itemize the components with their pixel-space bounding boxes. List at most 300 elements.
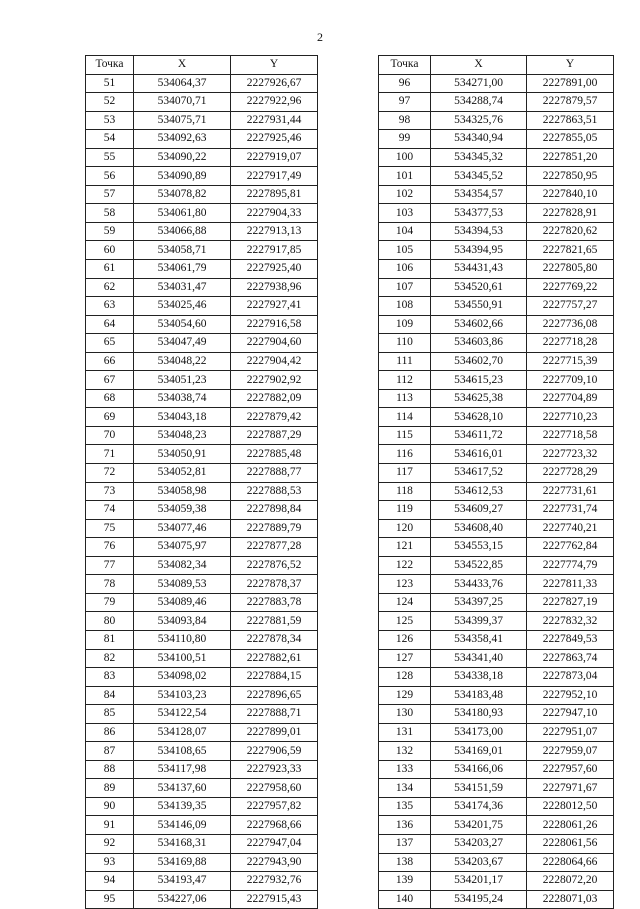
point-number-cell: 140 <box>379 890 431 909</box>
point-number-cell: 110 <box>379 334 431 353</box>
table-row <box>379 575 614 594</box>
y-coordinate-cell: 2227889,79 <box>231 519 318 538</box>
table-row <box>86 260 318 279</box>
x-coordinate-cell: 534625,38 <box>431 389 527 408</box>
point-number-cell: 80 <box>86 612 134 631</box>
x-coordinate-cell: 534611,72 <box>431 426 527 445</box>
x-coordinate-cell: 534031,47 <box>134 278 231 297</box>
x-coordinate-cell: 534108,65 <box>134 742 231 761</box>
table-row <box>86 111 318 130</box>
x-coordinate-cell: 534394,95 <box>431 241 527 260</box>
table-row <box>379 668 614 687</box>
point-number-cell: 124 <box>379 593 431 612</box>
column-header-x: X <box>431 56 527 75</box>
x-coordinate-cell: 534058,71 <box>134 241 231 260</box>
y-coordinate-cell: 2227943,90 <box>231 853 318 872</box>
point-number-cell: 59 <box>86 222 134 241</box>
y-coordinate-cell: 2227877,28 <box>231 538 318 557</box>
x-coordinate-cell: 534550,91 <box>431 297 527 316</box>
point-number-cell: 79 <box>86 593 134 612</box>
y-coordinate-cell: 2227938,96 <box>231 278 318 297</box>
x-coordinate-cell: 534431,43 <box>431 260 527 279</box>
y-coordinate-cell: 2227828,91 <box>527 204 614 223</box>
x-coordinate-cell: 534340,94 <box>431 130 527 149</box>
point-number-cell: 55 <box>86 148 134 167</box>
x-coordinate-cell: 534089,46 <box>134 593 231 612</box>
y-coordinate-cell: 2227888,71 <box>231 705 318 724</box>
table-header-row <box>86 56 318 75</box>
y-coordinate-cell: 2227932,76 <box>231 872 318 891</box>
y-coordinate-cell: 2227757,27 <box>527 297 614 316</box>
table-row <box>86 389 318 408</box>
table-row <box>379 74 614 93</box>
y-coordinate-cell: 2227731,61 <box>527 482 614 501</box>
table-row <box>86 705 318 724</box>
table-row <box>86 297 318 316</box>
y-coordinate-cell: 2227827,19 <box>527 593 614 612</box>
point-number-cell: 121 <box>379 538 431 557</box>
table-row <box>86 501 318 520</box>
table-row <box>379 185 614 204</box>
point-number-cell: 93 <box>86 853 134 872</box>
table-row <box>86 408 318 427</box>
table-row <box>86 538 318 557</box>
table-row <box>379 816 614 835</box>
y-coordinate-cell: 2227952,10 <box>527 686 614 705</box>
y-coordinate-cell: 2228071,03 <box>527 890 614 909</box>
point-number-cell: 54 <box>86 130 134 149</box>
table-row <box>86 445 318 464</box>
table-row <box>379 538 614 557</box>
table-row <box>379 222 614 241</box>
x-coordinate-cell: 534166,06 <box>431 760 527 779</box>
point-number-cell: 132 <box>379 742 431 761</box>
point-number-cell: 127 <box>379 649 431 668</box>
y-coordinate-cell: 2227878,37 <box>231 575 318 594</box>
table-row <box>379 408 614 427</box>
x-coordinate-cell: 534338,18 <box>431 668 527 687</box>
table-row <box>86 204 318 223</box>
x-coordinate-cell: 534051,23 <box>134 371 231 390</box>
y-coordinate-cell: 2227728,29 <box>527 464 614 483</box>
y-coordinate-cell: 2227805,80 <box>527 260 614 279</box>
y-coordinate-cell: 2227896,65 <box>231 686 318 705</box>
column-header-point: Точка <box>379 56 431 75</box>
table-header-row <box>379 56 614 75</box>
table-row <box>379 519 614 538</box>
table-row <box>86 278 318 297</box>
x-coordinate-cell: 534602,66 <box>431 315 527 334</box>
y-coordinate-cell: 2227774,79 <box>527 556 614 575</box>
y-coordinate-cell: 2227923,33 <box>231 760 318 779</box>
table-row <box>379 872 614 891</box>
x-coordinate-cell: 534271,00 <box>431 74 527 93</box>
table-row <box>379 389 614 408</box>
y-coordinate-cell: 2227876,52 <box>231 556 318 575</box>
table-row <box>379 779 614 798</box>
x-coordinate-cell: 534433,76 <box>431 575 527 594</box>
x-coordinate-cell: 534603,86 <box>431 334 527 353</box>
x-coordinate-cell: 534203,67 <box>431 853 527 872</box>
x-coordinate-cell: 534628,10 <box>431 408 527 427</box>
x-coordinate-cell: 534195,24 <box>431 890 527 909</box>
x-coordinate-cell: 534090,22 <box>134 148 231 167</box>
x-coordinate-cell: 534122,54 <box>134 705 231 724</box>
table-row <box>379 297 614 316</box>
y-coordinate-cell: 2227898,84 <box>231 501 318 520</box>
column-header-y: Y <box>527 56 614 75</box>
y-coordinate-cell: 2227957,82 <box>231 797 318 816</box>
y-coordinate-cell: 2227887,29 <box>231 426 318 445</box>
table-row <box>379 834 614 853</box>
table-row <box>379 482 614 501</box>
x-coordinate-cell: 534025,46 <box>134 297 231 316</box>
table-row <box>379 426 614 445</box>
y-coordinate-cell: 2227891,00 <box>527 74 614 93</box>
y-coordinate-cell: 2227883,78 <box>231 593 318 612</box>
point-number-cell: 78 <box>86 575 134 594</box>
table-row <box>86 464 318 483</box>
table-row <box>379 130 614 149</box>
point-number-cell: 131 <box>379 723 431 742</box>
y-coordinate-cell: 2227947,04 <box>231 834 318 853</box>
point-number-cell: 62 <box>86 278 134 297</box>
point-number-cell: 128 <box>379 668 431 687</box>
y-coordinate-cell: 2227849,53 <box>527 630 614 649</box>
point-number-cell: 126 <box>379 630 431 649</box>
table-row <box>86 241 318 260</box>
x-coordinate-cell: 534180,93 <box>431 705 527 724</box>
table-row <box>86 742 318 761</box>
x-coordinate-cell: 534139,35 <box>134 797 231 816</box>
y-coordinate-cell: 2227922,96 <box>231 93 318 112</box>
y-coordinate-cell: 2227840,10 <box>527 185 614 204</box>
table-row <box>86 760 318 779</box>
y-coordinate-cell: 2227718,58 <box>527 426 614 445</box>
x-coordinate-cell: 534151,59 <box>431 779 527 798</box>
point-number-cell: 116 <box>379 445 431 464</box>
point-number-cell: 82 <box>86 649 134 668</box>
point-number-cell: 61 <box>86 260 134 279</box>
x-coordinate-cell: 534117,98 <box>134 760 231 779</box>
y-coordinate-cell: 2227704,89 <box>527 389 614 408</box>
point-number-cell: 117 <box>379 464 431 483</box>
point-number-cell: 83 <box>86 668 134 687</box>
x-coordinate-cell: 534227,06 <box>134 890 231 909</box>
x-coordinate-cell: 534201,75 <box>431 816 527 835</box>
x-coordinate-cell: 534092,63 <box>134 130 231 149</box>
table-row <box>86 630 318 649</box>
y-coordinate-cell: 2227917,49 <box>231 167 318 186</box>
y-coordinate-cell: 2227931,44 <box>231 111 318 130</box>
y-coordinate-cell: 2227904,42 <box>231 352 318 371</box>
x-coordinate-cell: 534058,98 <box>134 482 231 501</box>
table-row <box>86 593 318 612</box>
x-coordinate-cell: 534089,53 <box>134 575 231 594</box>
x-coordinate-cell: 534354,57 <box>431 185 527 204</box>
point-number-cell: 58 <box>86 204 134 223</box>
x-coordinate-cell: 534146,09 <box>134 816 231 835</box>
point-number-cell: 118 <box>379 482 431 501</box>
x-coordinate-cell: 534612,53 <box>431 482 527 501</box>
table-row <box>86 334 318 353</box>
table-row <box>379 890 614 909</box>
point-number-cell: 120 <box>379 519 431 538</box>
point-number-cell: 89 <box>86 779 134 798</box>
table-row <box>379 630 614 649</box>
y-coordinate-cell: 2227906,59 <box>231 742 318 761</box>
table-row <box>379 612 614 631</box>
table-row <box>86 148 318 167</box>
x-coordinate-cell: 534090,89 <box>134 167 231 186</box>
y-coordinate-cell: 2227899,01 <box>231 723 318 742</box>
point-number-cell: 123 <box>379 575 431 594</box>
point-number-cell: 90 <box>86 797 134 816</box>
coordinates-table-left <box>85 55 318 909</box>
table-row <box>379 167 614 186</box>
y-coordinate-cell: 2227832,32 <box>527 612 614 631</box>
y-coordinate-cell: 2228061,26 <box>527 816 614 835</box>
y-coordinate-cell: 2227769,22 <box>527 278 614 297</box>
x-coordinate-cell: 534358,41 <box>431 630 527 649</box>
point-number-cell: 94 <box>86 872 134 891</box>
table-row <box>379 760 614 779</box>
y-coordinate-cell: 2228061,56 <box>527 834 614 853</box>
point-number-cell: 91 <box>86 816 134 835</box>
table-row <box>379 111 614 130</box>
table-row <box>86 890 318 909</box>
point-number-cell: 136 <box>379 816 431 835</box>
table-row <box>379 278 614 297</box>
x-coordinate-cell: 534043,18 <box>134 408 231 427</box>
table-row <box>379 464 614 483</box>
x-coordinate-cell: 534137,60 <box>134 779 231 798</box>
point-number-cell: 95 <box>86 890 134 909</box>
table-row <box>379 371 614 390</box>
table-row <box>86 74 318 93</box>
y-coordinate-cell: 2227959,07 <box>527 742 614 761</box>
y-coordinate-cell: 2227710,23 <box>527 408 614 427</box>
point-number-cell: 53 <box>86 111 134 130</box>
x-coordinate-cell: 534059,38 <box>134 501 231 520</box>
x-coordinate-cell: 534064,37 <box>134 74 231 93</box>
point-number-cell: 108 <box>379 297 431 316</box>
x-coordinate-cell: 534168,31 <box>134 834 231 853</box>
x-coordinate-cell: 534608,40 <box>431 519 527 538</box>
point-number-cell: 75 <box>86 519 134 538</box>
y-coordinate-cell: 2227925,40 <box>231 260 318 279</box>
x-coordinate-cell: 534093,84 <box>134 612 231 631</box>
point-number-cell: 65 <box>86 334 134 353</box>
point-number-cell: 69 <box>86 408 134 427</box>
point-number-cell: 130 <box>379 705 431 724</box>
x-coordinate-cell: 534602,70 <box>431 352 527 371</box>
y-coordinate-cell: 2227821,65 <box>527 241 614 260</box>
table-row <box>86 352 318 371</box>
y-coordinate-cell: 2227811,33 <box>527 575 614 594</box>
y-coordinate-cell: 2227904,33 <box>231 204 318 223</box>
table-row <box>86 612 318 631</box>
table-row <box>86 426 318 445</box>
x-coordinate-cell: 534110,80 <box>134 630 231 649</box>
table-row <box>86 779 318 798</box>
y-coordinate-cell: 2227919,07 <box>231 148 318 167</box>
y-coordinate-cell: 2227888,53 <box>231 482 318 501</box>
point-number-cell: 109 <box>379 315 431 334</box>
x-coordinate-cell: 534399,37 <box>431 612 527 631</box>
y-coordinate-cell: 2227915,43 <box>231 890 318 909</box>
x-coordinate-cell: 534397,25 <box>431 593 527 612</box>
y-coordinate-cell: 2227731,74 <box>527 501 614 520</box>
x-coordinate-cell: 534288,74 <box>431 93 527 112</box>
point-number-cell: 106 <box>379 260 431 279</box>
y-coordinate-cell: 2227879,57 <box>527 93 614 112</box>
x-coordinate-cell: 534615,23 <box>431 371 527 390</box>
point-number-cell: 60 <box>86 241 134 260</box>
y-coordinate-cell: 2227925,46 <box>231 130 318 149</box>
point-number-cell: 51 <box>86 74 134 93</box>
point-number-cell: 133 <box>379 760 431 779</box>
point-number-cell: 74 <box>86 501 134 520</box>
y-coordinate-cell: 2227916,58 <box>231 315 318 334</box>
y-coordinate-cell: 2227882,61 <box>231 649 318 668</box>
table-body <box>379 74 614 909</box>
y-coordinate-cell: 2227863,74 <box>527 649 614 668</box>
x-coordinate-cell: 534075,97 <box>134 538 231 557</box>
table-row <box>86 834 318 853</box>
x-coordinate-cell: 534048,23 <box>134 426 231 445</box>
x-coordinate-cell: 534038,74 <box>134 389 231 408</box>
point-number-cell: 88 <box>86 760 134 779</box>
point-number-cell: 87 <box>86 742 134 761</box>
column-header-point: Точка <box>86 56 134 75</box>
point-number-cell: 86 <box>86 723 134 742</box>
x-coordinate-cell: 534325,76 <box>431 111 527 130</box>
table-row <box>379 853 614 872</box>
x-coordinate-cell: 534394,53 <box>431 222 527 241</box>
x-coordinate-cell: 534609,27 <box>431 501 527 520</box>
y-coordinate-cell: 2227762,84 <box>527 538 614 557</box>
table-row <box>86 575 318 594</box>
table-row <box>86 872 318 891</box>
x-coordinate-cell: 534054,60 <box>134 315 231 334</box>
point-number-cell: 81 <box>86 630 134 649</box>
point-number-cell: 134 <box>379 779 431 798</box>
column-header-x: X <box>134 56 231 75</box>
x-coordinate-cell: 534047,49 <box>134 334 231 353</box>
point-number-cell: 122 <box>379 556 431 575</box>
table-row <box>379 705 614 724</box>
y-coordinate-cell: 2227740,21 <box>527 519 614 538</box>
table-row <box>379 649 614 668</box>
table-row <box>86 371 318 390</box>
table-row <box>86 649 318 668</box>
y-coordinate-cell: 2227863,51 <box>527 111 614 130</box>
point-number-cell: 135 <box>379 797 431 816</box>
point-number-cell: 112 <box>379 371 431 390</box>
point-number-cell: 101 <box>379 167 431 186</box>
table-row <box>379 315 614 334</box>
table-row <box>379 241 614 260</box>
y-coordinate-cell: 2227904,60 <box>231 334 318 353</box>
y-coordinate-cell: 2227718,28 <box>527 334 614 353</box>
x-coordinate-cell: 534098,02 <box>134 668 231 687</box>
table-row <box>379 445 614 464</box>
point-number-cell: 63 <box>86 297 134 316</box>
point-number-cell: 137 <box>379 834 431 853</box>
x-coordinate-cell: 534048,22 <box>134 352 231 371</box>
x-coordinate-cell: 534061,80 <box>134 204 231 223</box>
x-coordinate-cell: 534169,88 <box>134 853 231 872</box>
x-coordinate-cell: 534078,82 <box>134 185 231 204</box>
x-coordinate-cell: 534075,71 <box>134 111 231 130</box>
table-row <box>379 686 614 705</box>
y-coordinate-cell: 2227947,10 <box>527 705 614 724</box>
point-number-cell: 56 <box>86 167 134 186</box>
y-coordinate-cell: 2228072,20 <box>527 872 614 891</box>
point-number-cell: 129 <box>379 686 431 705</box>
table-row <box>86 668 318 687</box>
table-row <box>379 204 614 223</box>
y-coordinate-cell: 2227879,42 <box>231 408 318 427</box>
x-coordinate-cell: 534103,23 <box>134 686 231 705</box>
x-coordinate-cell: 534345,52 <box>431 167 527 186</box>
y-coordinate-cell: 2227723,32 <box>527 445 614 464</box>
point-number-cell: 67 <box>86 371 134 390</box>
x-coordinate-cell: 534377,53 <box>431 204 527 223</box>
table-row <box>379 742 614 761</box>
x-coordinate-cell: 534520,61 <box>431 278 527 297</box>
x-coordinate-cell: 534553,15 <box>431 538 527 557</box>
point-number-cell: 104 <box>379 222 431 241</box>
y-coordinate-cell: 2227881,59 <box>231 612 318 631</box>
y-coordinate-cell: 2227958,60 <box>231 779 318 798</box>
point-number-cell: 64 <box>86 315 134 334</box>
point-number-cell: 100 <box>379 148 431 167</box>
point-number-cell: 66 <box>86 352 134 371</box>
point-number-cell: 138 <box>379 853 431 872</box>
y-coordinate-cell: 2227873,04 <box>527 668 614 687</box>
table-row <box>86 853 318 872</box>
x-coordinate-cell: 534345,32 <box>431 148 527 167</box>
table-row <box>86 723 318 742</box>
y-coordinate-cell: 2228012,50 <box>527 797 614 816</box>
x-coordinate-cell: 534100,51 <box>134 649 231 668</box>
table-row <box>379 260 614 279</box>
table-row <box>379 723 614 742</box>
table-row <box>86 519 318 538</box>
table-row <box>379 352 614 371</box>
table-row <box>86 222 318 241</box>
y-coordinate-cell: 2227885,48 <box>231 445 318 464</box>
point-number-cell: 85 <box>86 705 134 724</box>
point-number-cell: 77 <box>86 556 134 575</box>
table-row <box>379 593 614 612</box>
x-coordinate-cell: 534128,07 <box>134 723 231 742</box>
y-coordinate-cell: 2227820,62 <box>527 222 614 241</box>
point-number-cell: 139 <box>379 872 431 891</box>
table-row <box>379 148 614 167</box>
y-coordinate-cell: 2228064,66 <box>527 853 614 872</box>
y-coordinate-cell: 2227715,39 <box>527 352 614 371</box>
x-coordinate-cell: 534052,81 <box>134 464 231 483</box>
point-number-cell: 71 <box>86 445 134 464</box>
y-coordinate-cell: 2227878,34 <box>231 630 318 649</box>
y-coordinate-cell: 2227736,08 <box>527 315 614 334</box>
table-body <box>86 74 318 909</box>
table-row <box>86 93 318 112</box>
x-coordinate-cell: 534341,40 <box>431 649 527 668</box>
